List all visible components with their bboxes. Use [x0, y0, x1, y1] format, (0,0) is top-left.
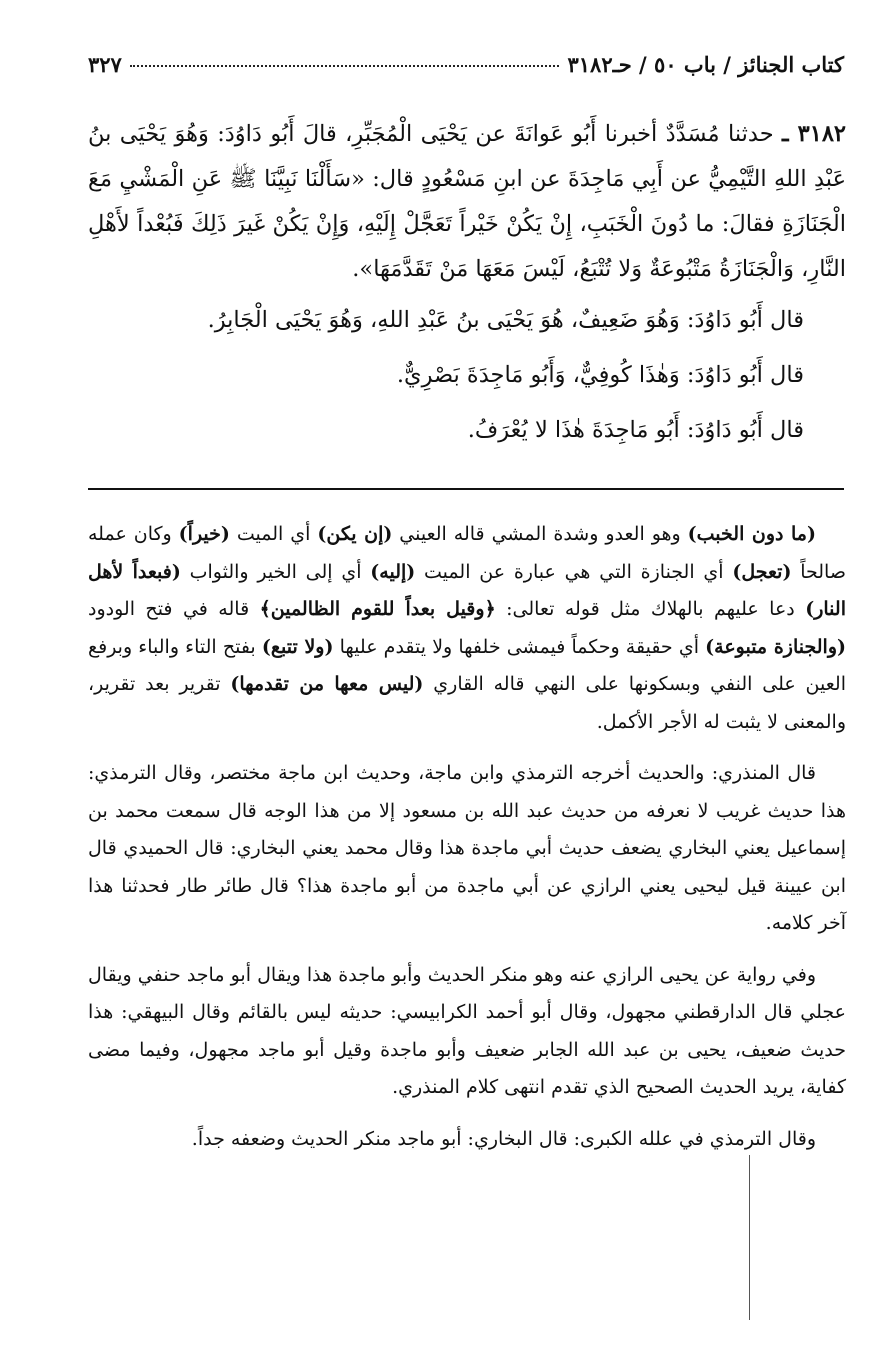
- commentary-text: أي حقيقة وحكماً فيمشى خلفها ولا يتقدم عليها: [333, 635, 706, 658]
- commentary-text: وكان عمله صالحاً: [88, 523, 846, 583]
- hadith-body: حدثنا مُسَدَّدٌ أخبرنا أَبُو عَوانَةَ عن يَحْيَى الْمُجَبِّرِ، قالَ أَبُو دَاوُدَ: وَهُوَ يَحْيَى بنُ عَبْدِ اللهِ التَّيْمِيُّ عن أَبِي مَاجِدَةَ عن ابنِ مَسْعُودٍ قال: «سَأَلْنَا نَبِيَّنَا ﷺ عَنِ الْمَشْيِ مَعَ الْجَنَازَةِ فقالَ: ما دُونَ الْخَبَبِ، إِنْ يَكُنْ خَيْراً تَعَجَّلْ إِلَيْهِ، وَإِنْ يَكُنْ غَيرَ ذَلِكَ فَبُعْداً لأَهْلِ النَّارِ، وَالْجَنَازَةُ مَتْبُوعَةٌ وَلا تُتْبَعُ، لَيْسَ مَعَهَا مَنْ تَقَدَّمَهَا».: [88, 121, 846, 282]
- lemma-bold: (ليس معها من تقدمها): [230, 673, 424, 695]
- commentary-text: أي إلى الخير والثواب: [180, 560, 371, 583]
- commentary-text: تقرير بعد تقرير، والمعنى لا يثبت له الأجر الأكمل.: [88, 673, 846, 733]
- lemma-bold: (إن يكن): [317, 523, 393, 545]
- quran-quote: ﴿وقيل بعداً للقوم الظالمين﴾: [259, 598, 496, 620]
- commentary-text: قاله في فتح الودود: [88, 598, 260, 620]
- header-dot-leader: [130, 65, 560, 67]
- commentary-paragraph-3: وفي رواية عن يحيى الرازي عنه وهو منكر الحديث وأبو ماجدة هذا ويقال أبو ماجد حنفي ويقال عجلي قال الدارقطني مجهول، وقال أبو أحمد الكرابيسي: حديثه ليس بالقائم وقال البيهقي: هذا حديث ضعيف، يحيى بن عبد الله الجابر ضعيف وأبو ماجدة وقيل أبو ماجد مجهول، وفيما مضى كفاية، يريد الحديث الصحيح الذي تقدم انتهى كلام المنذري.: [88, 963, 846, 1098]
- hadith-text-block: [88, 112, 846, 453]
- abu-dawud-note-3: قال أَبُو دَاوُدَ: أَبُو مَاجِدَةَ هٰذَا لا يُعْرَفُ.: [467, 417, 804, 443]
- hadith-paragraph: [88, 112, 846, 292]
- running-header: [88, 52, 844, 77]
- commentary-text: بفتح التاء والباء وبرفع العين على النفي وبسكونها على النهي قاله القاري: [88, 635, 846, 695]
- lemma-bold: (خيراً): [178, 523, 230, 545]
- header-title: كتاب الجنائز / باب ٥٠ / حـ٣١٨٢: [567, 52, 844, 77]
- commentary-paragraph-4: وقال الترمذي في علله الكبرى: قال البخاري: أبو ماجد منكر الحديث وضعفه جداً.: [191, 1127, 816, 1150]
- lemma-bold: (ما دون الخبب): [687, 523, 816, 545]
- lemma-bold: (ولا تتبع): [261, 635, 334, 658]
- abu-dawud-note-2: قال أَبُو دَاوُدَ: وَهٰذَا كُوفِيٌّ، وَأَبُو مَاجِدَةَ بَصْرِيٌّ.: [396, 362, 804, 388]
- commentary-text: دعا عليهم بالهلاك مثل قوله تعالى:: [495, 598, 806, 620]
- commentary-block: [88, 516, 846, 1172]
- page-number: ٣٢٧: [88, 52, 122, 77]
- commentary-text: وهو العدو وشدة المشي قاله العيني: [392, 523, 688, 545]
- commentary-paragraph-2: قال المنذري: والحديث أخرجه الترمذي وابن ماجة، وحديث ابن ماجة مختصر، وقال الترمذي: هذا حديث غريب لا نعرفه من حديث عبد الله بن مسعود إلا من هذا الوجه قال سمعت محمد بن إسماعيل يعني البخاري يضعف حديث أبي ماجدة هذا وقال محمد يعني البخاري: قال الحميدي قال ابن عيينة قيل ليحيى يعني الرازي عن أبي ماجدة من أبو ماجدة هذا؟ قال طائر طار فحدثنا هذا آخر كلامه.: [88, 762, 847, 934]
- commentary-text: أي الميت: [229, 523, 318, 545]
- abu-dawud-note-1: قال أَبُو دَاوُدَ: وَهُوَ ضَعِيفٌ، هُوَ يَحْيَى بنُ عَبْدِ اللهِ، وَهُوَ يَحْيَى الْجَابِرُ.: [207, 307, 804, 333]
- section-divider: [88, 488, 844, 490]
- lemma-bold: (والجنازة متبوعة): [705, 635, 846, 658]
- lemma-bold: (تعجل): [732, 560, 792, 583]
- margin-line: [749, 1155, 750, 1320]
- hadith-number: ٣١٨٢ ـ: [782, 121, 846, 147]
- commentary-text: أي الجنازة التي هي عبارة عن الميت: [415, 560, 733, 583]
- commentary-paragraph-1: [88, 516, 846, 741]
- lemma-bold: (إليه): [370, 560, 416, 583]
- lemma-bold: (فبعداً لأهل النار): [88, 560, 846, 620]
